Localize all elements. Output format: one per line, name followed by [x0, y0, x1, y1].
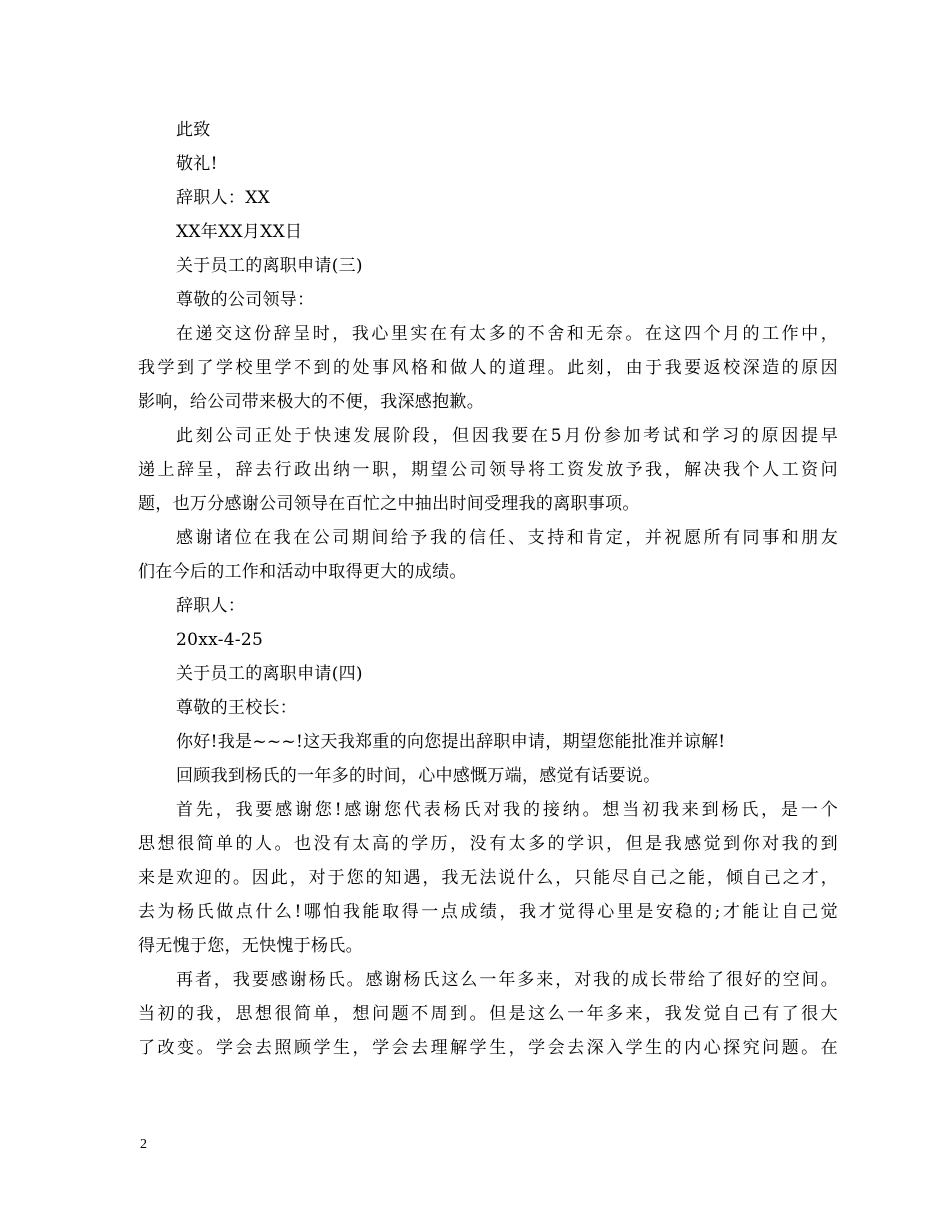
salute-line: 敬礼! — [176, 154, 218, 174]
paragraph-line: 递上辞呈，辞去行政出纳一职，期望公司领导将工资发放予我，解决我个人工资问 — [138, 460, 838, 480]
paragraph — [138, 963, 838, 1065]
paragraph-line: 我学到了学校里学不到的处事风格和做人的道理。此刻，由于我要返校深造的原因 — [138, 358, 838, 378]
paragraph-line: 此刻公司正处于快速发展阶段，但因我要在5月份参加考试和学习的原因提早 — [176, 426, 838, 446]
paragraph-line: 来是欢迎的。因此，对于您的知遇，我无法说什么，只能尽自己之能，倾自己之才， — [138, 868, 838, 888]
paragraph-line: 再者，我要感谢杨氏。感谢杨氏这么一年多来，对我的成长带给了很好的空间。 — [176, 970, 838, 990]
paragraph-line: 了改变。学会去照顾学生，学会去理解学生，学会去深入学生的内心探究问题。在 — [138, 1038, 838, 1058]
paragraph-line: 题，也万分感谢公司领导在百忙之中抽出时间受理我的离职事项。 — [138, 494, 640, 514]
document-body — [138, 113, 838, 1065]
paragraph-line: 当初的我，思想很简单，想问题不周到。但是这么一年多来，我发觉自己有了很大 — [138, 1004, 838, 1024]
page-number: 2 — [140, 1137, 147, 1152]
paragraph-line: 得无愧于您，无快愧于杨氏。 — [138, 936, 363, 956]
greeting-line: 尊敬的王校长： — [176, 698, 298, 718]
paragraph-line: 你好!我是~~~!这天我郑重的向您提出辞职申请，期望您能批准并谅解! — [176, 732, 726, 752]
paragraph-line: 思想很简单的人。也没有太高的学历，没有太多的学识，但是我感觉到你对我的到 — [138, 834, 838, 854]
paragraph-line: 回顾我到杨氏的一年多的时间，心中感慨万端，感觉有话要说。 — [176, 766, 661, 786]
paragraph-line: 们在今后的工作和活动中取得更大的成绩。 — [138, 562, 467, 582]
paragraph-line: 感谢诸位在我在公司期间给予我的信任、支持和肯定，并祝愿所有同事和朋友 — [176, 528, 838, 548]
closing-line: 此致 — [176, 120, 211, 140]
paragraph — [138, 793, 838, 963]
paragraph-line: 在递交这份辞呈时，我心里实在有太多的不舍和无奈。在这四个月的工作中， — [176, 324, 838, 344]
paragraph — [138, 419, 838, 521]
date-line: XX年XX月XX日 — [176, 222, 303, 242]
paragraph — [138, 521, 838, 589]
section-heading: 关于员工的离职申请(四) — [176, 664, 363, 684]
greeting-line: 尊敬的公司领导： — [176, 290, 315, 310]
paragraph-line: 去为杨氏做点什么!哪怕我能取得一点成绩，我才觉得心里是安稳的;才能让自己觉 — [138, 902, 838, 922]
signer-line: 辞职人：XX — [176, 188, 271, 208]
paragraph-line: 影响，给公司带来极大的不便，我深感抱歉。 — [138, 392, 484, 412]
section-heading: 关于员工的离职申请(三) — [176, 256, 363, 276]
date-line: 20xx-4-25 — [176, 630, 264, 650]
signer-line: 辞职人： — [176, 596, 246, 616]
paragraph-line: 首先，我要感谢您!感谢您代表杨氏对我的接纳。想当初我来到杨氏，是一个 — [176, 800, 838, 820]
paragraph — [138, 317, 838, 419]
